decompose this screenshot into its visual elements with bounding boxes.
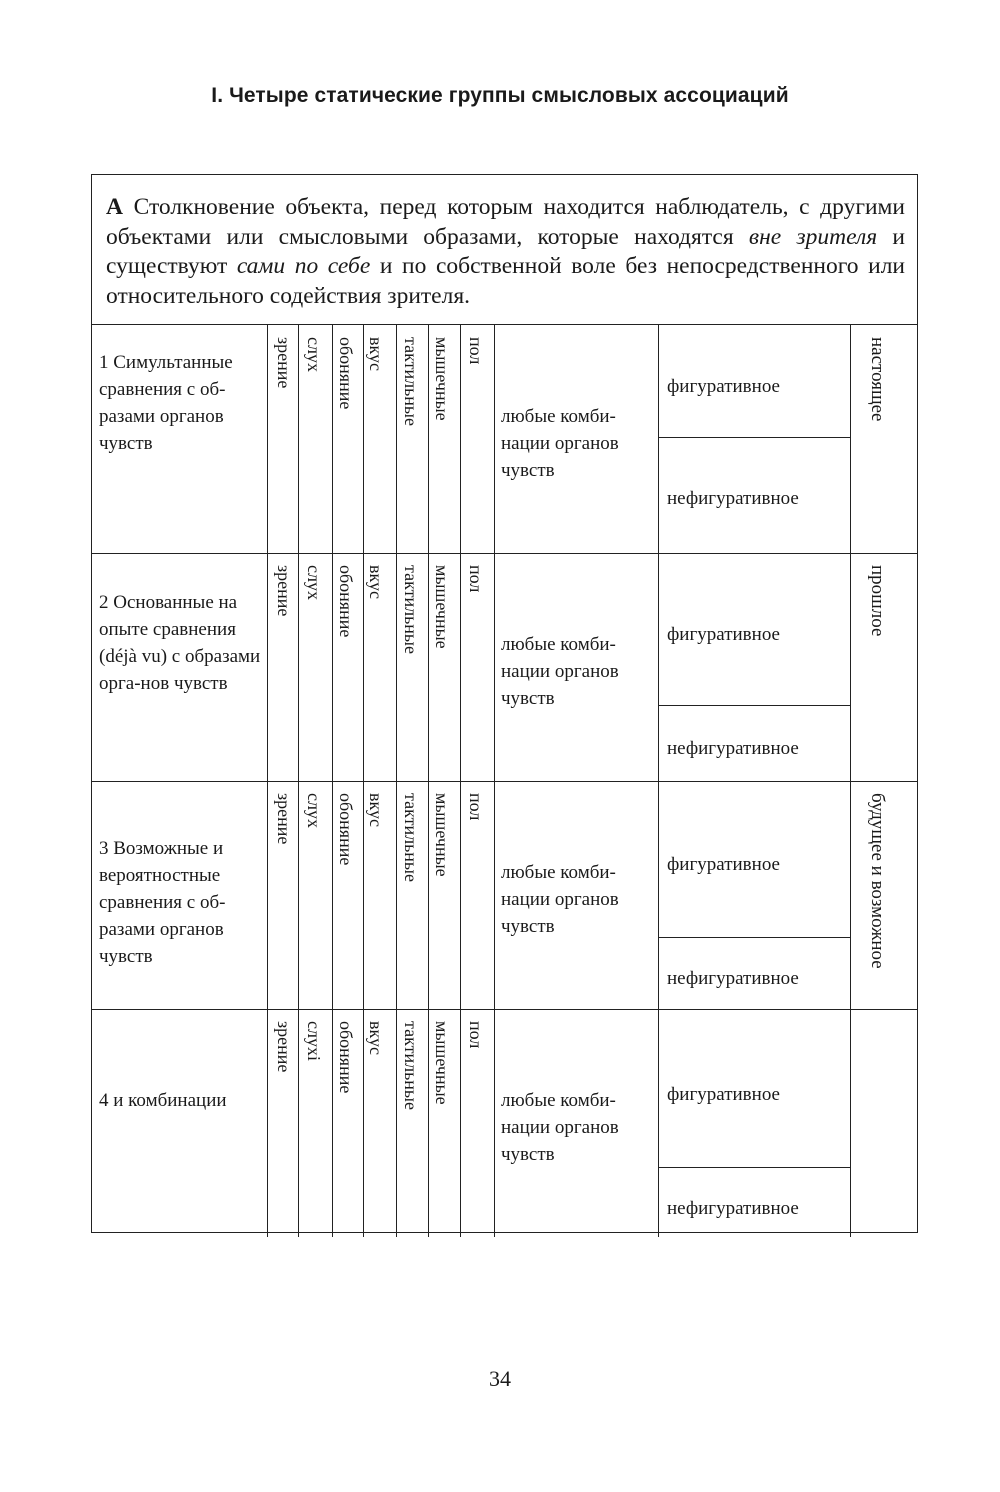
row-label: 2 Основанные на опыте сравнения (déjà vu) с образами орга-нов чувств [99,592,261,694]
sense-label: зрение [274,565,294,617]
combination-note: любые комби-нации органов чувств [501,1090,619,1165]
sense-label: слух [304,793,324,828]
sense-label: тактильные [401,337,421,426]
sense-label: обоняние [336,337,356,410]
header-letter: А [106,194,123,220]
combination-note: любые комби-нации органов чувств [501,862,619,937]
sense-label: тактильные [401,565,421,654]
figurative-label: фигуративное [667,1084,780,1105]
sense-label: пол [466,1021,486,1049]
sense-label: слух [304,337,324,372]
fig-divider [658,1167,850,1168]
sense-label: пол [466,337,486,365]
header-text-1: Столкновение объекта, перед которым находится наблюдатель, с другими объектами или смысловыми образами, которые находятся [106,194,905,250]
figurative-label: фигуративное [667,854,780,875]
sense-label: зрение [274,337,294,389]
sense-label: пол [466,565,486,593]
sense-label: обоняние [336,1021,356,1094]
sense-label: обоняние [336,565,356,638]
time-label: прошлое [867,565,888,637]
table-header-text [92,175,917,325]
figurative-label: фигуративное [667,624,780,645]
fig-divider [658,437,850,438]
header-emphasis-1: вне зрителя [748,223,878,250]
header-text-3: и по собственной воле без непосредственного или относительного содействия зрителя. [106,253,906,309]
nonfigurative-label: нефигуративное [667,968,799,989]
sense-label: тактильные [401,1021,421,1110]
row-label: 4 и комбинации [99,1090,227,1111]
sense-label: слухi [304,1021,324,1061]
row-divider [92,553,917,554]
header-emphasis-2: сами по себе [236,253,371,279]
nonfigurative-label: нефигуративное [667,488,799,509]
sense-label: мышечные [432,793,452,877]
combination-note: любые комби-нации органов чувств [501,634,619,709]
time-label: настоящее [867,337,888,422]
sense-label: зрение [274,1021,294,1073]
page-number: 34 [489,1366,511,1391]
sense-label: пол [466,793,486,821]
row-label: 1 Симультанные сравнения с об-разами органов чувств [99,352,233,454]
sense-label: тактильные [401,793,421,882]
association-table [91,174,918,1233]
row-label: 3 Возможные и вероятностные сравнения с об-разами органов чувств [99,838,226,967]
page-title: I. Четыре статические группы смысловых ассоциаций [211,84,789,107]
sense-label: вкус [366,793,386,827]
fig-divider [658,705,850,706]
header-text-2: и существуют [106,223,905,279]
sense-label: вкус [366,337,386,371]
row-divider [92,781,917,782]
sense-label: обоняние [336,793,356,866]
row-divider [92,1009,917,1010]
sense-label: мышечные [432,337,452,421]
sense-label: вкус [366,565,386,599]
sense-label: вкус [366,1021,386,1055]
time-label: будущее и возможное [867,793,888,969]
nonfigurative-label: нефигуративное [667,1198,799,1219]
sense-label: мышечные [432,1021,452,1105]
combination-note: любые комби-нации органов чувств [501,406,619,481]
sense-label: зрение [274,793,294,845]
sense-label: мышечные [432,565,452,649]
nonfigurative-label: нефигуративное [667,738,799,759]
figurative-label: фигуративное [667,376,780,397]
sense-label: слух [304,565,324,600]
fig-divider [658,937,850,938]
